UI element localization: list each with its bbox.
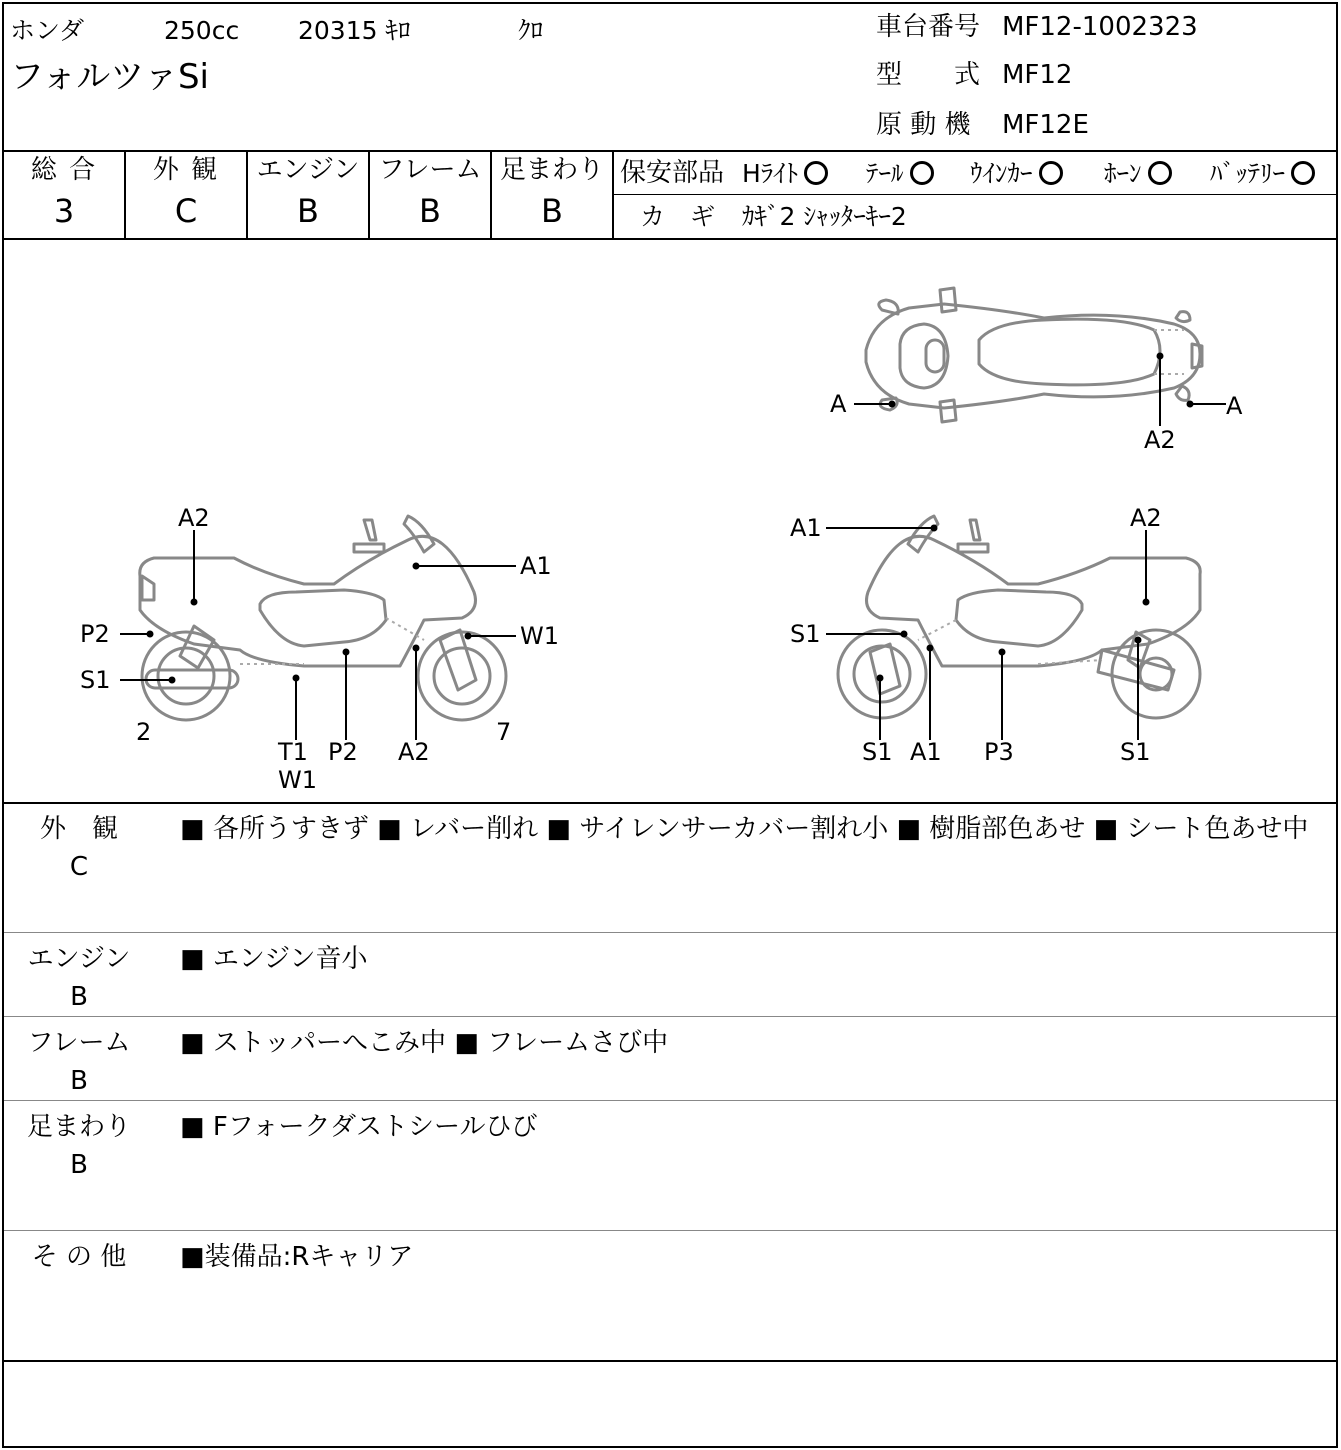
ok-circle-icon: [1148, 161, 1172, 185]
grade-frame: フレーム B: [378, 155, 482, 230]
safety-tail: ﾃｰﾙ: [866, 161, 934, 187]
label-left-a1: A1: [520, 552, 552, 580]
ok-circle-icon: [910, 161, 934, 185]
section-exterior-heading: 外 観 C: [39, 814, 118, 882]
section-other-heading: そ の 他: [31, 1242, 127, 1272]
ok-circle-icon: [804, 161, 828, 185]
label-top-a: A: [1226, 392, 1243, 420]
grade-exterior: 外 観 C: [152, 155, 220, 230]
ok-circle-icon: [1039, 161, 1063, 185]
label-left-s1: S1: [80, 666, 111, 694]
divider: [612, 152, 614, 238]
divider: [4, 932, 1336, 933]
section-other-notes: ■装備品:Rキャリア: [180, 1242, 414, 1272]
divider: [4, 1100, 1336, 1101]
ok-circle-icon: [1291, 161, 1315, 185]
divider: [4, 1230, 1336, 1231]
engine-label: 原 動 機: [876, 110, 971, 140]
safety-label: 保安部品: [620, 158, 725, 188]
label-right-p3: P3: [984, 738, 1014, 766]
safety-winker: ｳｲﾝｶｰ: [970, 161, 1063, 187]
label-left-2: 2: [136, 718, 152, 746]
label-right-s1: S1: [790, 620, 821, 648]
section-frame-notes: ■ ストッパーへこみ中 ■ フレームさび中: [180, 1028, 669, 1058]
label-left-t1: T1: [278, 738, 308, 766]
divider: [4, 802, 1336, 804]
key-value: ｶｷﾞ2 ｼｬｯﾀｰｷｰ2: [742, 202, 907, 231]
top-view-scooter: [866, 288, 1202, 422]
frame-no-label: 車台番号: [876, 12, 981, 42]
label-left-p2: P2: [328, 738, 358, 766]
maker: ホンダ: [10, 16, 85, 45]
label-right-s1: S1: [1120, 738, 1151, 766]
grade-overall: 総 合 3: [30, 155, 98, 230]
grade-engine: エンジン B: [256, 155, 360, 230]
label-right-a1: A1: [790, 514, 822, 542]
grade-suspension: 足まわり B: [499, 155, 604, 230]
color: ｸﾛ: [518, 16, 544, 45]
label-right-a2: A2: [1130, 504, 1162, 532]
label-left-w1: W1: [278, 766, 317, 794]
section-frame-heading: フレーム B: [27, 1028, 131, 1096]
mileage: 20315 ｷﾛ: [298, 16, 411, 45]
label-left-w1: W1: [520, 622, 559, 650]
section-suspension-heading: 足まわり B: [26, 1112, 131, 1180]
section-exterior-notes: ■ 各所うすきず ■ レバー削れ ■ サイレンサーカバー割れ小 ■ 樹脂部色あせ ■ シート色あせ中: [180, 814, 1309, 844]
model-name: フォルツァSi: [10, 57, 209, 97]
label-right-s1: S1: [862, 738, 893, 766]
motorcycle-diagram: [4, 240, 1336, 802]
type-label: 型 式: [876, 60, 981, 90]
safety-horn: ﾎｰﾝ: [1104, 161, 1172, 187]
inspection-sheet: [2, 2, 1338, 1448]
displacement: 250cc: [164, 16, 240, 45]
type-value: MF12: [1002, 60, 1073, 90]
divider: [4, 1360, 1336, 1362]
label-left-a2: A2: [178, 504, 210, 532]
label-left-a2: A2: [398, 738, 430, 766]
section-engine-notes: ■ エンジン音小: [180, 944, 368, 974]
label-left-7: 7: [496, 718, 512, 746]
label-top-a2: A2: [1144, 426, 1176, 454]
section-engine-heading: エンジン B: [27, 944, 131, 1012]
key-label: カ ギ: [640, 202, 716, 231]
safety-battery: ﾊﾞｯﾃﾘｰ: [1210, 161, 1315, 187]
label-left-p2: P2: [80, 620, 110, 648]
divider: [614, 194, 1336, 195]
engine-value: MF12E: [1002, 110, 1089, 140]
label-right-a1: A1: [910, 738, 942, 766]
frame-no: MF12-1002323: [1002, 12, 1198, 42]
safety-headlight: Hﾗｲﾄ: [742, 161, 828, 187]
divider: [4, 1016, 1336, 1017]
section-suspension-notes: ■ Fフォークダストシールひび: [180, 1112, 538, 1142]
label-top-a: A: [830, 390, 847, 418]
